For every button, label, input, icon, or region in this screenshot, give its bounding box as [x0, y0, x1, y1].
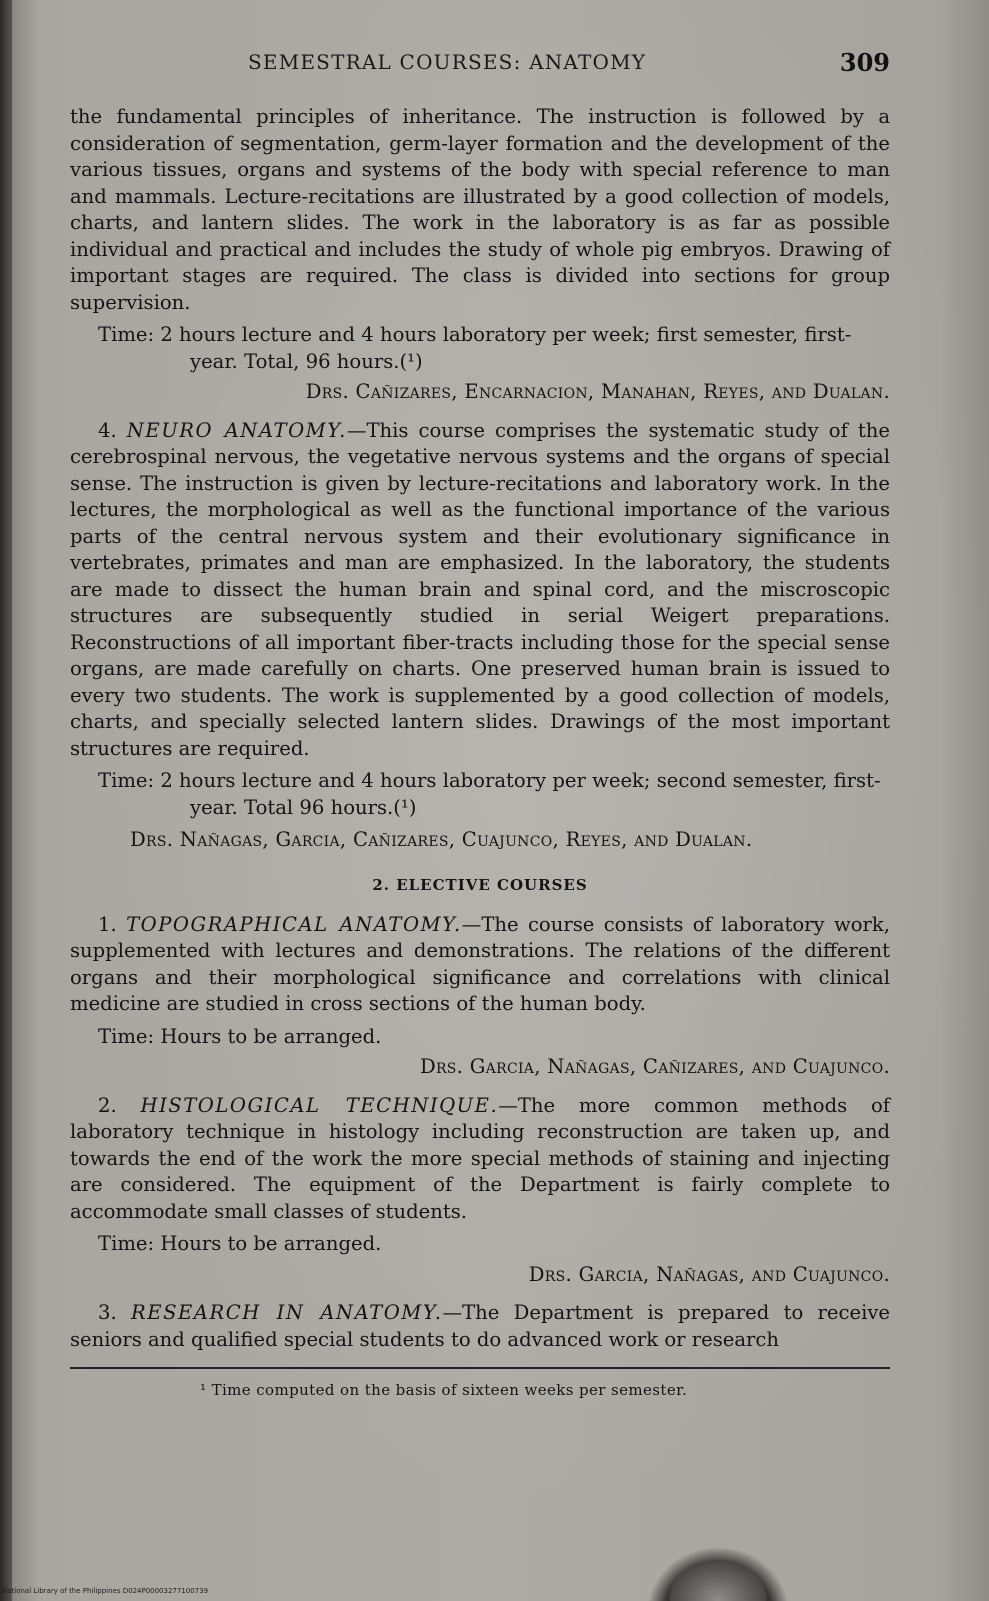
course-description: —This course comprises the systematic study of the cerebrospinal nervous, the vegetative nervous systems and the organs of special sense. The instruction is given by lecture-recitations and laboratory work. In the lectures, the morphological as well as the functional importance of the various parts of the central nervous system and their evolutionary significance in vertebrates, primates and man are emphasized. In the laboratory, the students are made to dissect the human brain and spinal cord, and the miscroscopic structures are subsequently studied in serial Weigert preparations. Reconstructions of all important fiber-tracts including those for the special sense organs, are made carefully on charts. One preserved human brain is issued to every two students. The work is supplemented by a good collection of models, charts, and specially selected lantern slides. Drawings of the most important structures are required.: [70, 418, 890, 760]
course-number: 4.: [98, 418, 117, 442]
course-title: HISTOLOGICAL TECHNIQUE.: [140, 1093, 499, 1117]
course-description: —The more common methods of laboratory technique in histology including reconstruction are taken up, and towards the end of the work the more special methods of staining and injecting are considered. The equipment of the Department is fairly complete to accommodate small classes of students.: [70, 1093, 890, 1223]
instructors-line: Drs. Nañagas, Garcia, Cañizares, Cuajunco, Reyes, and Dualan.: [130, 828, 753, 851]
course-number: 1.: [98, 912, 117, 936]
continued-paragraph: the fundamental principles of inheritance. The instruction is followed by a consideration of segmentation, germ-layer formation and the development of the various tissues, organs and systems of the body with special reference to man and mammals. Lecture-recitations are illustrated by a good collection of models, charts, and lantern slides. The work in the laboratory is as far as possible individual and practical and includes the study of whole pig embryos. Drawing of important stages are required. The class is divided into sections for group supervision.: [70, 105, 890, 314]
course-paragraph-topographical-anatomy: [70, 912, 890, 1018]
footnote: ¹ Time computed on the basis of sixteen weeks per semester.: [200, 1381, 688, 1399]
footnote-rule: [70, 1367, 890, 1369]
time-line: Time: Hours to be arranged.: [98, 1232, 382, 1255]
course-number: 2.: [98, 1093, 117, 1117]
thumb-highlight: [670, 1562, 766, 1601]
instructors-line: Drs. Garcia, Nañagas, and Cuajunco.: [528, 1262, 890, 1286]
running-title: SEMESTRAL COURSES: ANATOMY: [248, 50, 647, 74]
course-paragraph-histological-technique: [70, 1093, 890, 1226]
course-title: NEURO ANATOMY.: [126, 418, 347, 442]
course-paragraph-research-in-anatomy: [70, 1300, 890, 1353]
section-heading: 2. ELECTIVE COURSES: [372, 875, 588, 894]
time-line: Time: 2 hours lecture and 4 hours laboratory per week; first semester, first-year. Total, 96 hours.(¹): [98, 323, 852, 373]
time-line: Time: 2 hours lecture and 4 hours laboratory per week; second semester, first-year. Total 96 hours.(¹): [98, 769, 881, 819]
page-content: [70, 40, 890, 1404]
course-paragraph-neuro-anatomy: [70, 418, 890, 763]
course-number: 3.: [98, 1301, 117, 1324]
page-header: [70, 40, 890, 90]
page-number: 309: [839, 48, 890, 77]
instructors-line: Drs. Garcia, Nañagas, Cañizares, and Cuajunco.: [419, 1055, 890, 1078]
course-description: —The course consists of laboratory work, supplemented with lectures and demonstrations. The relations of the different organs and their morphological significance and correlations with clinical medicine are studied in cross sections of the human body.: [70, 912, 890, 1015]
instructors-line: Drs. Cañizares, Encarnacion, Manahan, Reyes, and Dualan.: [305, 380, 890, 403]
course-title: RESEARCH IN ANATOMY.: [131, 1301, 443, 1324]
course-description: —The Department is prepared to receive seniors and qualified special students to do advanced work or research: [70, 1301, 890, 1351]
library-watermark: National Library of the Philippines D024P00003277100739: [2, 1587, 209, 1595]
spacer: [70, 1288, 890, 1300]
course-title: TOPOGRAPHICAL ANATOMY.: [126, 912, 462, 936]
spacer: [70, 406, 890, 418]
book-spine-shadow: [0, 0, 12, 1601]
spacer: [70, 1081, 890, 1093]
time-line: Time: Hours to be arranged.: [98, 1024, 382, 1048]
thumb-shadow: [648, 1548, 788, 1601]
